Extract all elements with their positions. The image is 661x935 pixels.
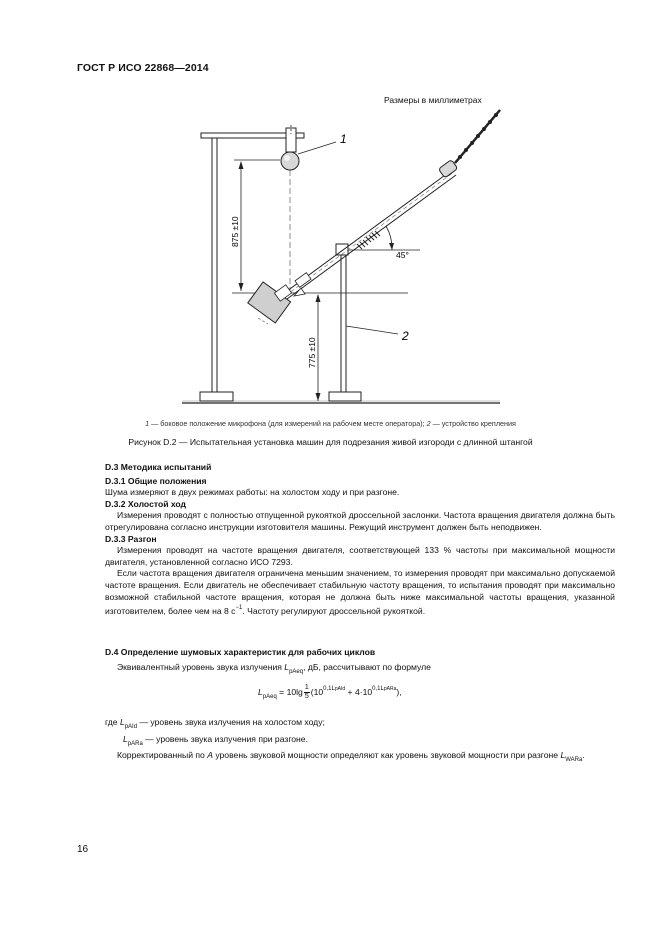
dimension-775-label: 775 ±10 xyxy=(307,337,317,368)
legend-1-text: — боковое положение микрофона (для измерений на рабочем месте оператора); xyxy=(149,419,427,428)
microphone xyxy=(281,152,299,170)
section-d33-heading: D.3.3 Разгон xyxy=(105,533,157,544)
page-number: 16 xyxy=(77,844,89,855)
section-d4 xyxy=(105,647,615,678)
test-setup-figure xyxy=(0,0,661,420)
angle-label: 45° xyxy=(396,250,409,260)
section-d4-conclusion: Корректированный по А уровень звуковой мощности определяют как уровень звуковой мощности при разгоне $L_{WARa}$. xyxy=(117,750,585,764)
label-2: 2 xyxy=(402,329,409,343)
document-header: ГОСТ Р ИСО 22868—2014 xyxy=(77,62,209,74)
label-1: 1 xyxy=(340,132,347,146)
section-d31-text: Шума измеряют в двух режимах работы: на холостом ходу и при разгоне. xyxy=(105,487,400,498)
dimensions-note: Размеры в миллиметрах xyxy=(384,95,482,105)
section-d33-text-1: Измерения проводят на частоте вращения двигателя, соответствующей 133 % частоты при максимальной мощности двигателя, установленной согласно ИСО 7293. xyxy=(105,545,615,567)
section-d33-text-2: Если частота вращения двигателя ограничена меньшим значением, то измерения проводят при максимально допускаемой частоте вращения. Если двигатель не обеспечивает стабильную частоту вращения, то испытания проводят при максимально возможной стабильной частоте вращения, которая не должна быть ниже максимальной частоты вращения, указанной изготовителем, более чем на 8 $с^{-1}$. Частоту регулируют дроссельной рукояткой. xyxy=(105,568,615,617)
legend-1-number: 1 xyxy=(145,419,150,428)
left-stand-base xyxy=(200,392,233,401)
figure-legend xyxy=(0,419,661,428)
section-d3-heading: D.3 Методика испытаний xyxy=(105,462,212,472)
legend-2-number: 2 xyxy=(426,419,431,428)
legend-2-text: — устройство крепления xyxy=(430,419,516,428)
dimension-875-label: 875 ±10 xyxy=(230,216,240,247)
section-d32-text: Измерения проводят с полностью отпущенной рукояткой дроссельной заслонки. Частота вращения двигателя должна быть отрегулирована согласно инструкции изготовителя машины. Режущий инструмент должен быть неподвижен. xyxy=(105,510,615,532)
section-d4-intro: Эквивалентный уровень звука излучения $L_{pAeq}$, дБ, рассчитывают по формуле xyxy=(117,661,431,675)
section-d32-heading: D.3.2 Холостой ход xyxy=(105,498,187,509)
definition-lpaid: где $L_{pAId}$ — уровень звука излучения на холостом ходу; xyxy=(105,717,325,730)
section-d3 xyxy=(105,462,615,618)
right-stand-base xyxy=(329,392,361,401)
section-d31-heading: D.3.1 Общие положения xyxy=(105,475,207,486)
definition-lpara: $L_{pARa}$ — уровень звука излучения при разгоне. xyxy=(123,733,308,747)
section-d4-heading: D.4 Определение шумовых характеристик для рабочих циклов xyxy=(105,647,376,657)
formula-lpaeq: $L_{pAeq} = 10\lg$ $\frac{1}{5}$ $(10^{0,1LpAId} + 4\cdot 10^{0,1LpARa})$, xyxy=(258,684,402,700)
figure-title: Рисунок D.2 — Испытательная установка машин для подрезания живой изгороди с длинной штангой xyxy=(128,437,533,447)
formula-definitions xyxy=(105,717,615,767)
